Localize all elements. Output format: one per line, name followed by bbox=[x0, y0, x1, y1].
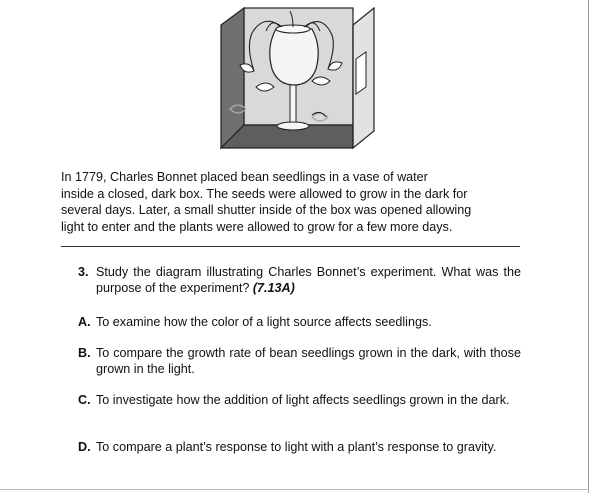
question-text: Study the diagram illustrating Charles Bonnet’s experiment. What was the purpose of the experiment? bbox=[96, 265, 521, 295]
option-text: To compare a plant’s response to light with a plant’s response to gravity. bbox=[96, 440, 497, 454]
passage-text bbox=[61, 169, 523, 235]
option-letter: D. bbox=[78, 440, 91, 454]
question-text-block bbox=[96, 264, 521, 296]
option-text: To investigate how the addition of light affects seedlings grown in the dark. bbox=[96, 393, 510, 407]
passage-line: light to enter and the plants were allowed to grow for a few more days. bbox=[61, 219, 453, 234]
option-a[interactable] bbox=[78, 314, 521, 330]
page-edge-right bbox=[588, 0, 589, 493]
option-text: To compare the growth rate of bean seedlings grown in the dark, with those grown in the light. bbox=[96, 346, 521, 376]
question-3 bbox=[78, 264, 521, 296]
standard-code: (7.13A) bbox=[252, 281, 295, 295]
option-d[interactable] bbox=[78, 439, 521, 455]
passage-line: In 1779, Charles Bonnet placed bean seedlings in a vase of water bbox=[61, 170, 428, 184]
option-c[interactable] bbox=[78, 392, 521, 408]
option-text: To examine how the color of a light source affects seedlings. bbox=[96, 315, 432, 329]
option-letter: C. bbox=[78, 393, 91, 407]
option-letter: A. bbox=[78, 315, 91, 329]
passage-line: inside a closed, dark box. The seeds were allowed to grow in the dark for bbox=[61, 186, 468, 201]
passage-line: several days. Later, a small shutter inside of the box was opened allowing bbox=[61, 203, 472, 217]
experiment-diagram bbox=[220, 7, 378, 150]
page-edge-bottom bbox=[0, 489, 589, 490]
option-letter: B. bbox=[78, 346, 91, 360]
divider-line bbox=[61, 246, 520, 247]
question-number: 3. bbox=[78, 265, 89, 279]
option-b[interactable] bbox=[78, 345, 521, 377]
